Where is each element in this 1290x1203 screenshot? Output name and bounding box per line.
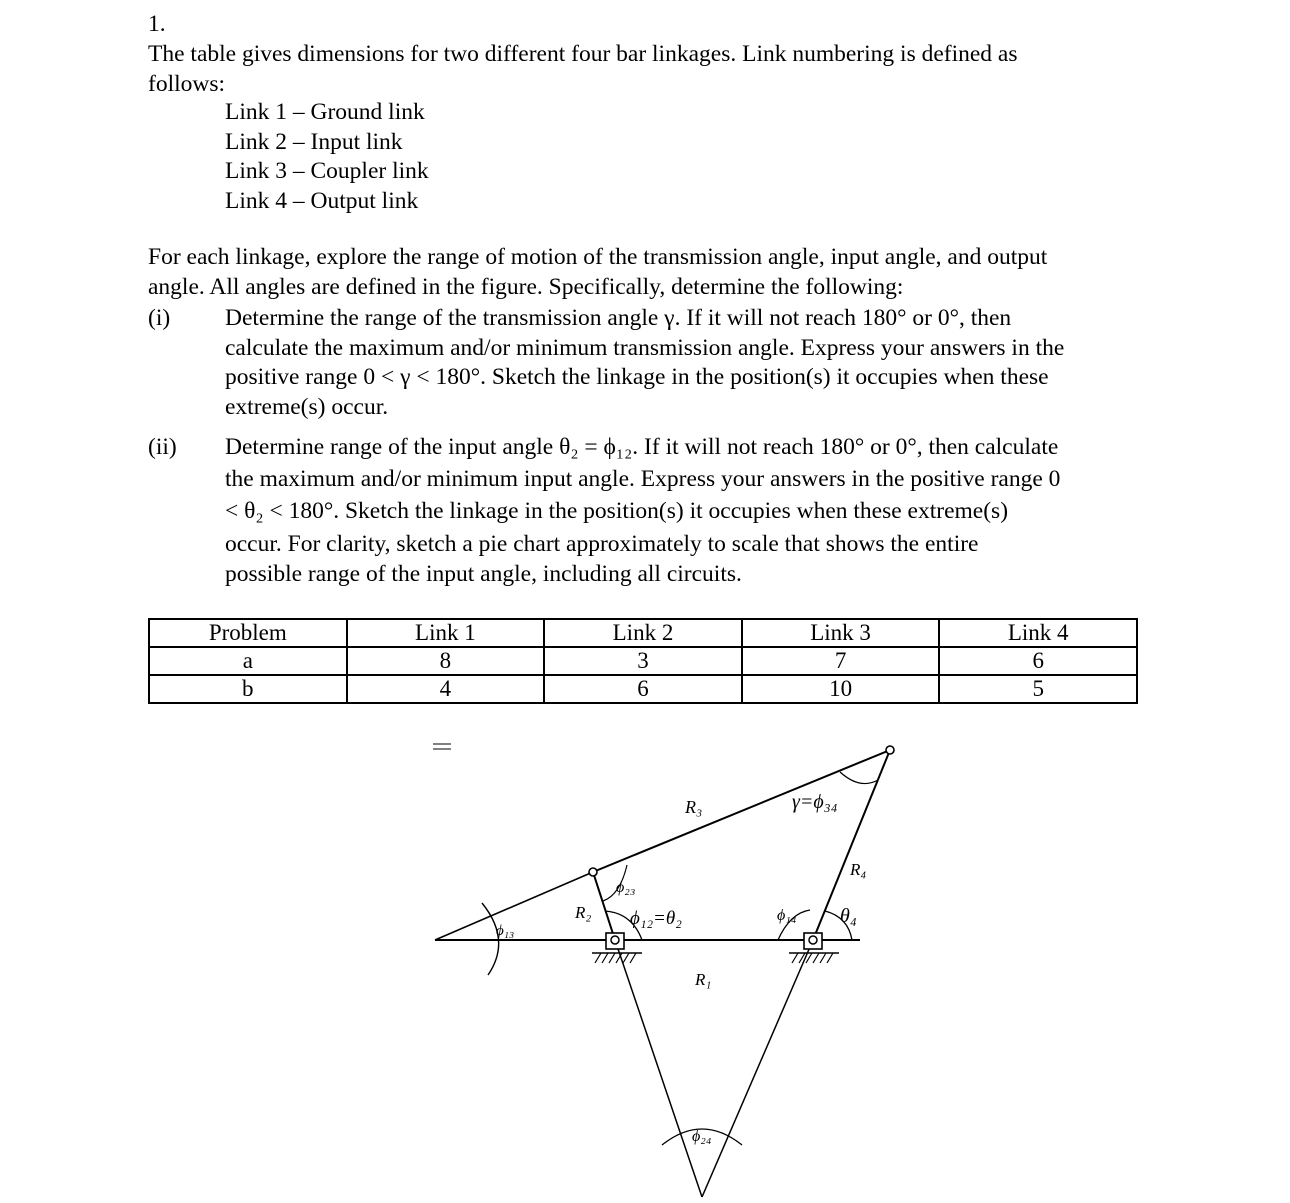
explore-line: angle. All angles are defined in the figure. Specifically, determine the following: [148, 273, 904, 300]
table-header-cell: Problem [149, 619, 347, 647]
item-i-line: calculate the maximum and/or minimum transmission angle. Express your answers in the [225, 334, 1065, 361]
intro-paragraph [148, 40, 1018, 99]
link-definition-1: Link 1 – Ground link [225, 99, 425, 125]
label-phi12: ϕ₁₂=θ₂ [630, 908, 682, 929]
coupler-link-r3 [593, 750, 890, 872]
label-r2: R₂ [575, 903, 592, 922]
dimensions-table [148, 618, 1138, 704]
table-row [149, 675, 1137, 703]
table-cell: 6 [939, 647, 1137, 675]
item-ii-line: Determine range of the input angle θ₂ = ϕ₁₂. If it will not reach 180° or 0°, then calculate [225, 434, 1059, 460]
table-row [149, 647, 1137, 675]
table-header-cell: Link 1 [347, 619, 545, 647]
link-definition-3: Link 3 – Coupler link [225, 158, 429, 184]
intro-line: follows: [148, 70, 226, 97]
label-phi23: ϕ₂₃ [616, 879, 636, 896]
link-definitions [225, 98, 429, 216]
label-r3: R₃ [685, 797, 703, 817]
explore-line: For each linkage, explore the range of motion of the transmission angle, input angle, and output [148, 244, 1048, 270]
joint-c [886, 746, 894, 754]
construction-line-left [615, 940, 702, 1197]
item-ii-line: occur. For clarity, sketch a pie chart approximately to scale that shows the entire [225, 531, 979, 557]
table-cell: a [149, 647, 347, 675]
phi34-arc [840, 772, 878, 784]
item-ii-line: possible range of the input angle, including all circuits. [225, 560, 742, 587]
item-ii-line: the maximum and/or minimum input angle. Express your answers in the positive range 0 [225, 466, 1061, 492]
ground-pivot-o4 [789, 933, 839, 963]
item-ii-line: < θ₂ < 180°. Sketch the linkage in the position(s) it occupies when these extreme(s) [225, 498, 1009, 524]
table-header-cell: Link 4 [939, 619, 1137, 647]
problem-number: 1. [148, 11, 166, 37]
table-cell: 7 [742, 647, 940, 675]
item-i-line: Determine the range of the transmission angle γ. If it will not reach 180° or 0°, then [225, 305, 1012, 331]
label-gamma: γ=ϕ₃₄ [792, 791, 838, 813]
item-i-line: extreme(s) occur. [225, 393, 389, 420]
link-definition-4: Link 4 – Output link [225, 187, 419, 214]
table-header-row [149, 619, 1137, 647]
item-i-label: (i) [148, 305, 171, 331]
table-cell: 10 [742, 675, 940, 703]
table-cell: 3 [544, 647, 742, 675]
item-i-body [225, 304, 1064, 422]
item-ii-body [225, 433, 1060, 589]
construction-line-right [702, 940, 813, 1197]
table-cell: b [149, 675, 347, 703]
label-phi14: ϕ₁₄ [777, 907, 797, 924]
joint-b [589, 868, 597, 876]
input-link-r2 [593, 872, 615, 940]
link-definition-2: Link 2 – Input link [225, 128, 403, 155]
table-cell: 5 [939, 675, 1137, 703]
ground-pivot-o2 [592, 933, 642, 963]
table-cell: 8 [347, 647, 545, 675]
table-header-cell: Link 2 [544, 619, 742, 647]
label-theta4: θ₄ [840, 905, 857, 927]
intro-line: The table gives dimensions for two different four bar linkages. Link numbering is defined as [148, 41, 1018, 67]
explore-paragraph [148, 243, 1047, 302]
table-cell: 6 [544, 675, 742, 703]
label-phi13: ϕ₁₃ [496, 923, 515, 939]
label-phi24: ϕ₂₄ [692, 1128, 712, 1145]
item-ii-label: (ii) [148, 434, 177, 460]
label-r4: R₄ [850, 860, 867, 879]
label-r1: R₁ [695, 970, 712, 989]
item-i-line: positive range 0 < γ < 180°. Sketch the linkage in the position(s) it occupies when these [225, 364, 1049, 390]
four-bar-linkage-figure [420, 735, 920, 1203]
table-cell: 4 [347, 675, 545, 703]
table-header-cell: Link 3 [742, 619, 940, 647]
